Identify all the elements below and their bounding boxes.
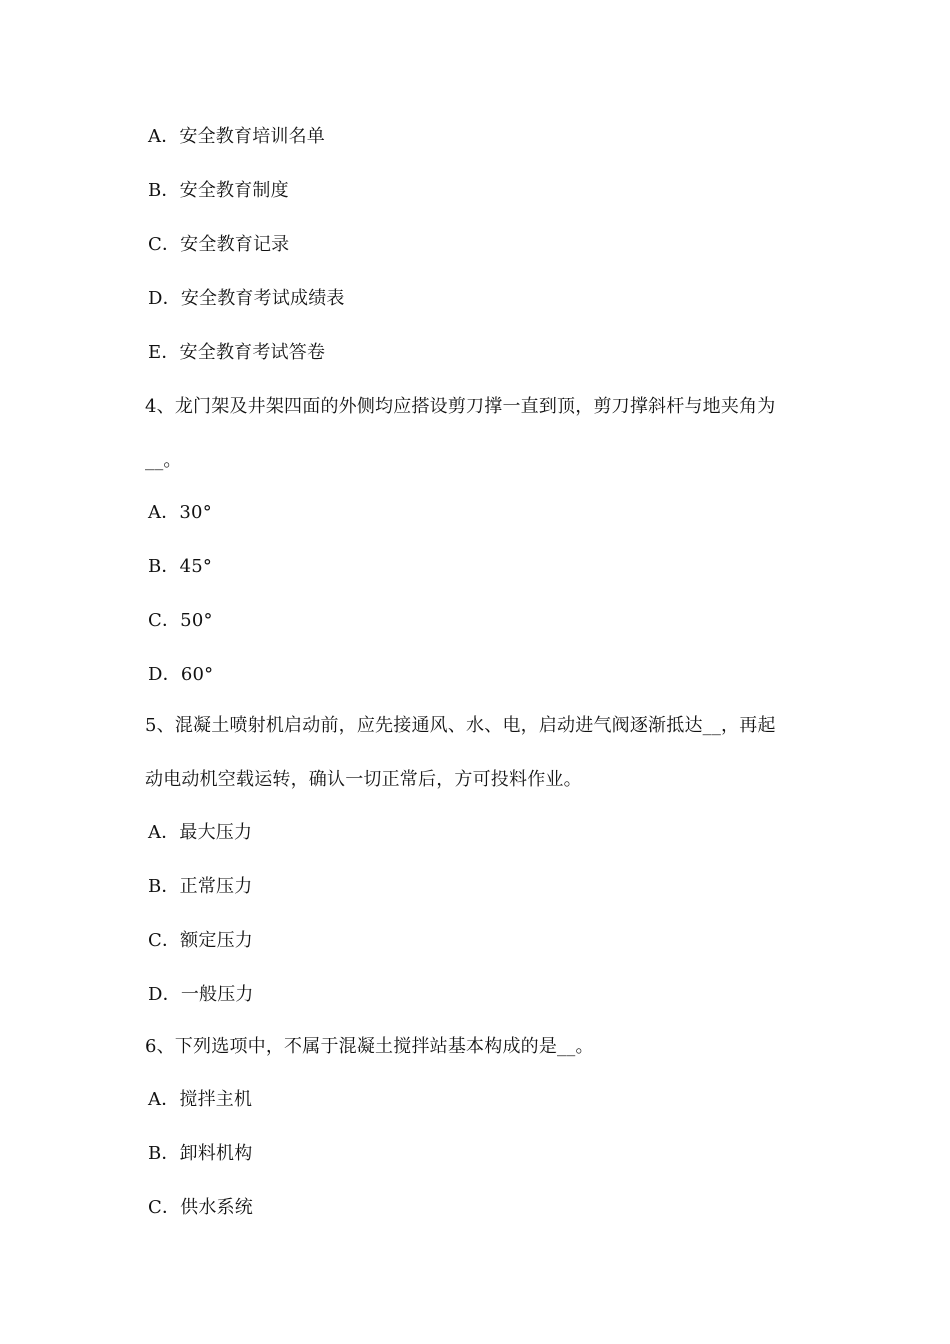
option-c: C．安全教育记录 <box>148 234 290 255</box>
option-d: D．安全教育考试成绩表 <box>148 288 345 309</box>
option-c: C．50° <box>148 610 213 631</box>
option-d: D．60° <box>148 664 214 685</box>
option-d: D．一般压力 <box>148 984 254 1005</box>
question-5-continuation: 动电动机空载运转，确认一切正常后，方可投料作业。 <box>145 769 582 790</box>
option-e: E．安全教育考试答卷 <box>148 342 326 363</box>
option-c: C．额定压力 <box>148 930 253 951</box>
question-4: 4、龙门架及井架四面的外侧均应搭设剪刀撑一直到顶，剪刀撑斜杆与地夹角为 <box>145 396 776 417</box>
option-b: B．正常压力 <box>148 876 253 897</box>
question-5: 5、混凝土喷射机启动前，应先接通风、水、电，启动进气阀逐渐抵达__，再起 <box>145 715 776 736</box>
option-a: A．搅拌主机 <box>148 1089 253 1110</box>
option-b: B．卸料机构 <box>148 1143 253 1164</box>
question-6: 6、下列选项中，不属于混凝土搅拌站基本构成的是__。 <box>145 1036 594 1057</box>
option-b: B．安全教育制度 <box>148 180 289 201</box>
option-b: B．45° <box>148 556 213 577</box>
option-c: C．供水系统 <box>148 1197 253 1218</box>
option-a: A．最大压力 <box>148 822 253 843</box>
option-a: A．30° <box>148 502 212 523</box>
question-4-continuation: __。 <box>145 450 182 471</box>
option-a: A．安全教育培训名单 <box>148 126 325 147</box>
